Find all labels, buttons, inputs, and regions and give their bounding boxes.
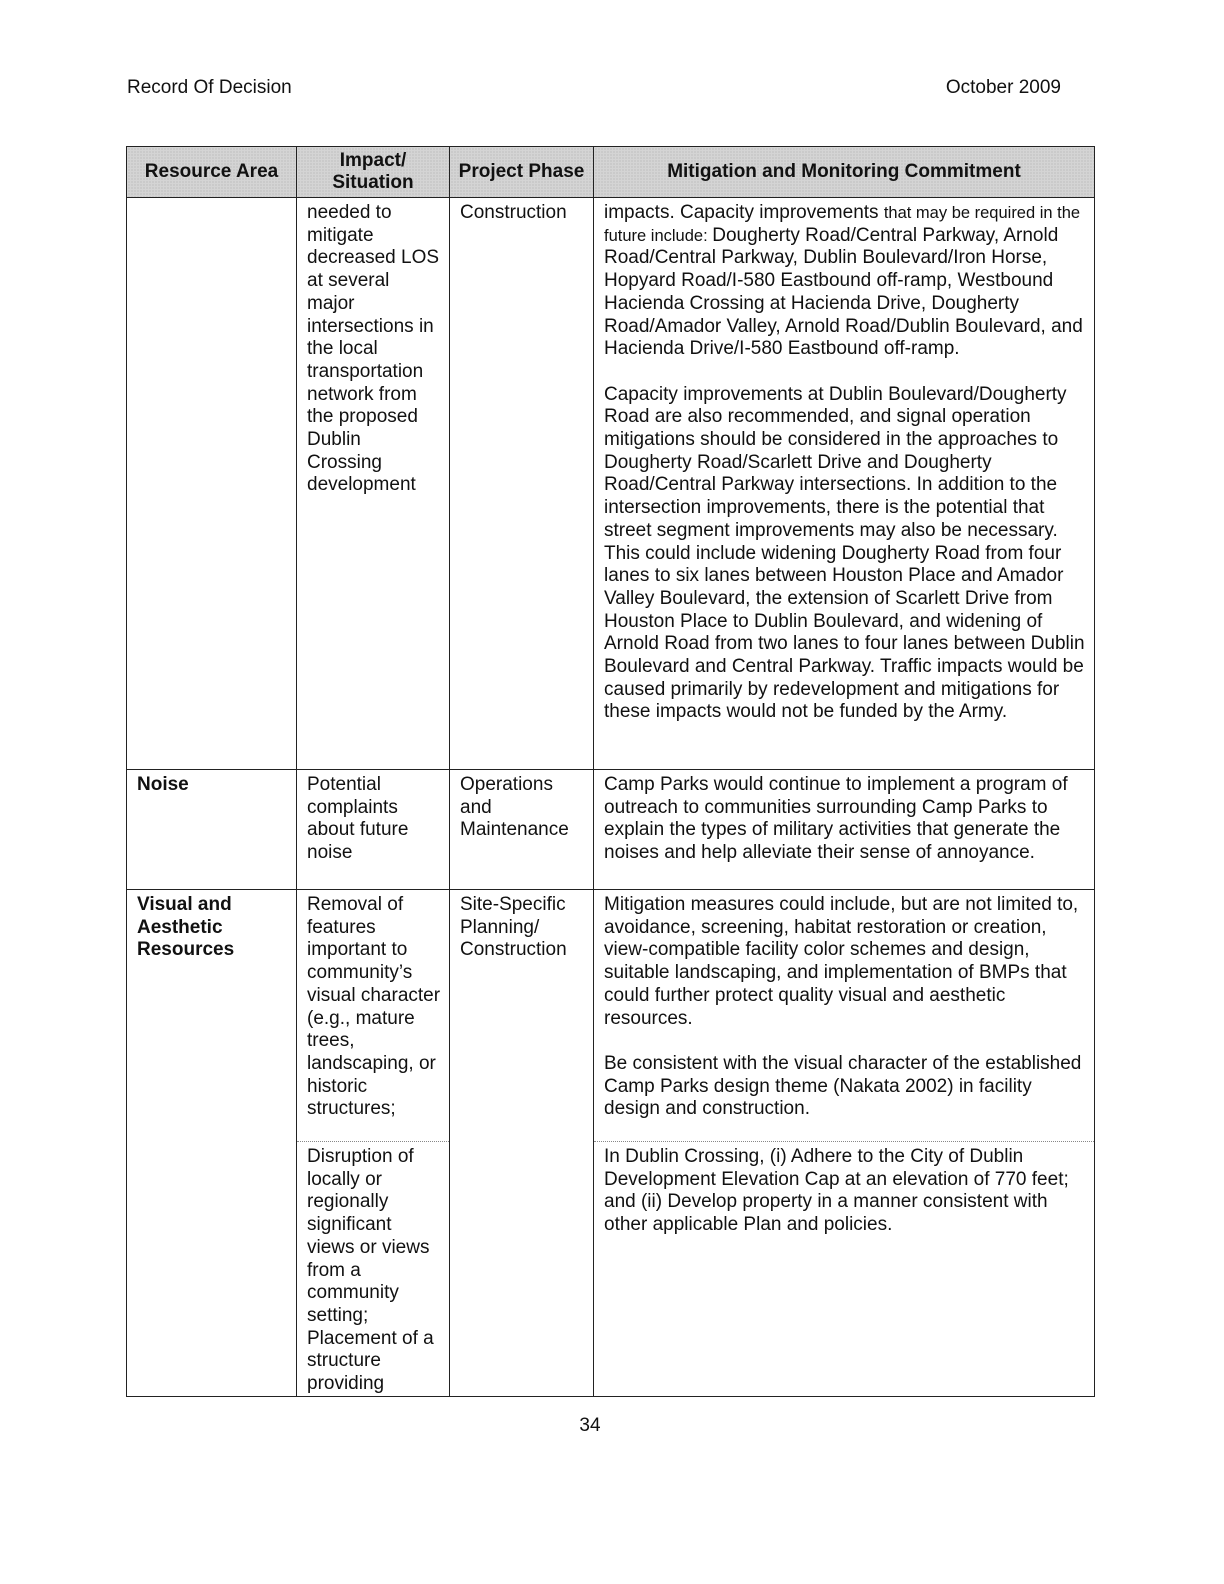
header-date: October 2009 bbox=[945, 77, 1061, 98]
resource-area-cell bbox=[127, 198, 297, 770]
mitigation-text: impacts. Capacity improvements bbox=[604, 202, 884, 223]
phase-cell: Operations and Maintenance bbox=[450, 770, 594, 890]
mitigation-cell: In Dublin Crossing, (i) Adhere to the City of Dublin Development Elevation Cap at an elevation of 770 feet; and (ii) Develop property in a manner consistent with other applicable Plan and policies. bbox=[594, 1142, 1095, 1397]
page-number: 34 bbox=[579, 1415, 601, 1436]
paragraph-gap bbox=[604, 1030, 1086, 1053]
impact-cell: Disruption of locally or regionally significant views or views from a community setting; Placement of a structure providing bbox=[297, 1142, 450, 1397]
table-row bbox=[127, 770, 1095, 890]
col-header-impact: Impact/ Situation bbox=[297, 147, 450, 198]
mitigation-table bbox=[126, 146, 1095, 1397]
header-title: Record Of Decision bbox=[127, 77, 292, 98]
mitigation-paragraph: Mitigation measures could include, but are not limited to, avoidance, screening, habitat restoration or creation, view-compatible facility color schemes and design, suitable landscaping, and implementation of BMPs that could further protect quality visual and aesthetic resources. bbox=[604, 894, 1079, 1029]
col-header-resource-area: Resource Area bbox=[127, 147, 297, 198]
mitigation-text: Dougherty Road/Central Parkway, Arnold Road/Central Parkway, Dublin Boulevard/Iron Horse, Hopyard Road/I-580 Eastbound off-ramp, Westbound Hacienda Crossing at Hacienda Drive, Dougherty Road/Amador Valley, Arnold Road/Dublin Boulevard, and Hacienda Drive/I-580 Eastbound off-ramp. bbox=[604, 224, 1083, 360]
paragraph-gap bbox=[604, 361, 1086, 384]
phase-cell: Site-Specific Planning/ Construction bbox=[450, 890, 594, 1397]
mitigation-paragraph bbox=[604, 202, 1086, 361]
mitigation-paragraph: Capacity improvements at Dublin Boulevard/Dougherty Road are also recommended, and signal operation mitigations should be considered in the approaches to Dougherty Road/Scarlett Drive and Dougherty Road/Central Parkway intersections. In addition to the intersection improvements, there is the potential that street segment improvements may also be necessary. This could include widening Dougherty Road from four lanes to six lanes between Houston Place and Amador Valley Boulevard, the extension of Scarlett Drive from Houston Place to Dublin Boulevard, and widening of Arnold Road from two lanes to four lanes between Dublin Boulevard and Central Parkway. Traffic impacts would be caused primarily by redevelopment and mitigations for these impacts would not be funded by the Army. bbox=[604, 383, 1085, 723]
phase-cell: Construction bbox=[450, 198, 594, 770]
mitigation-cell: Camp Parks would continue to implement a program of outreach to communities surrounding Camp Parks to explain the types of military activities that generate the noises and help alleviate their sense of annoyance. bbox=[594, 770, 1095, 890]
table-row bbox=[127, 890, 1095, 1142]
mitigation-paragraph: Be consistent with the visual character of the established Camp Parks design theme (Nakata 2002) in facility design and construction. bbox=[604, 1052, 1082, 1120]
table-row bbox=[127, 198, 1095, 770]
mitigation-cell bbox=[594, 890, 1095, 1142]
table-header-row bbox=[127, 147, 1095, 198]
impact-cell: Removal of features important to community’s visual character (e.g., mature trees, landscaping, or historic structures; bbox=[297, 890, 450, 1142]
resource-area-cell: Noise bbox=[127, 770, 297, 890]
resource-area-cell: Visual and Aesthetic Resources bbox=[127, 890, 297, 1397]
mitigation-text-small: that may be required in the future include: bbox=[604, 204, 1081, 245]
mitigation-cell bbox=[594, 198, 1095, 770]
col-header-mitigation: Mitigation and Monitoring Commitment bbox=[594, 147, 1095, 198]
impact-cell: Potential complaints about future noise bbox=[297, 770, 450, 890]
impact-cell: needed to mitigate decreased LOS at several major intersections in the local transportation network from the proposed Dublin Crossing development bbox=[297, 198, 450, 770]
col-header-project-phase: Project Phase bbox=[450, 147, 594, 198]
